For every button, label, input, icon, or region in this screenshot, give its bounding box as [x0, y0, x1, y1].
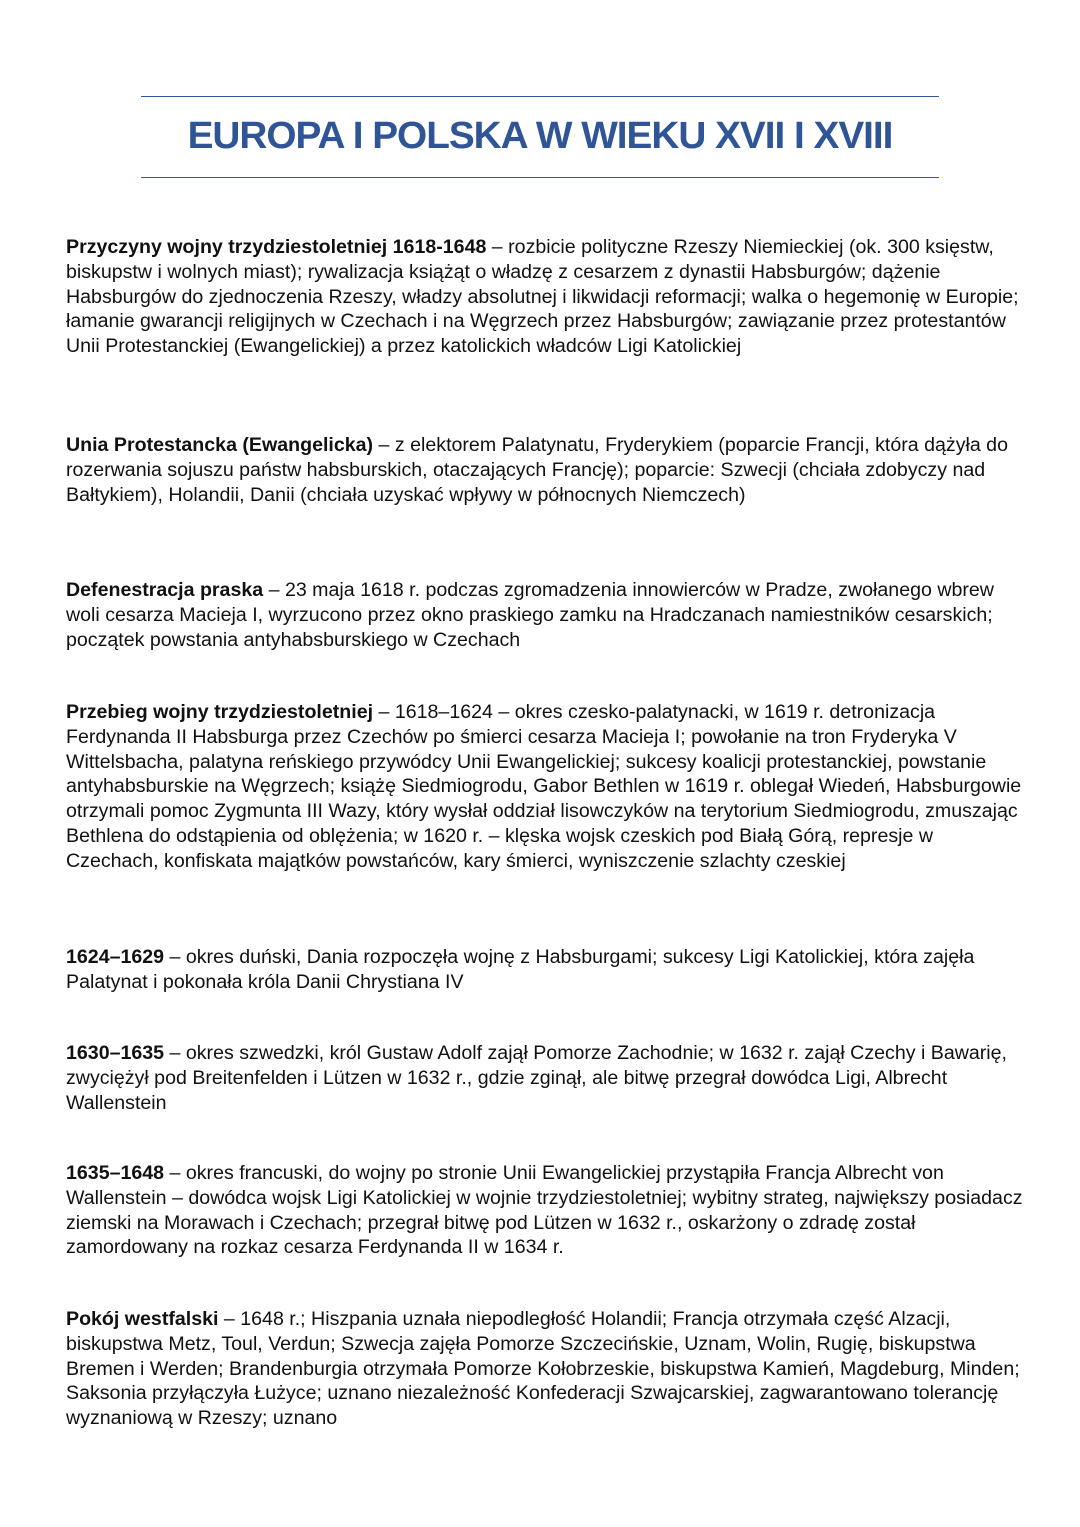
- paragraph-term: 1630–1635: [66, 1042, 165, 1064]
- paragraph-text: – okres szwedzki, król Gustaw Adolf zajął Pomorze Zachodnie; w 1632 r. zajął Czechy i Bawarię, zwyciężył pod Breitenfelden i Lützen w 1632 r., gdzie zginął, ale bitwę przegrał dowódca Ligi, Albrecht Wallenstein: [66, 1042, 1007, 1114]
- paragraph-text: – z elektorem Palatynatu, Fryderykiem (poparcie Francji, która dążyła do rozerwania sojuszu państw habsburskich, otaczających Francję); poparcie: Szwecji (chciała zdobyczy nad Bałtykiem), Holandii, Danii (chciała uzyskać wpływy w północnych Niemczech): [66, 434, 1008, 506]
- paragraph-term: Pokój westfalski: [66, 1308, 219, 1330]
- paragraph-text: – rozbicie polityczne Rzeszy Niemieckiej (ok. 300 księstw, biskupstw i wolnych miast); rywalizacja książąt o władzę z cesarzem z dynastii Habsburgów; dążenie Habsburgów do zjednoczenia Rzeszy, władzy absolutnej i likwidacji reformacji; walka o hegemonię w Europie; łamanie gwarancji religijnych w Czechach i na Węgrzech przez Habsburgów; zawiązanie przez protestantów Unii Protestanckiej (Ewangelickiej) a przez katolickich władców Ligi Katolickiej: [66, 236, 1019, 358]
- title-top-rule: [141, 96, 939, 97]
- paragraph-swedish-period: [66, 1041, 1026, 1115]
- paragraph-text: – 1648 r.; Hiszpania uznała niepodległość Holandii; Francja otrzymała część Alzacji, biskupstwa Metz, Toul, Verdun; Szwecja zajęła Pomorze Szczecińskie, Uznam, Wolin, Rugię, biskupstwa Bremen i Werden; Brandenburgia otrzymała Pomorze Kołobrzeskie, biskupstwa Kamień, Magdeburg, Minden; Saksonia przyłączyła Łużyce; uznano niezależność Konfederacji Szwajcarskiej, zagwarantowano tolerancję wyznaniową w Rzeszy; uznano: [66, 1308, 1020, 1430]
- paragraph-term: Unia Protestancka (Ewangelicka): [66, 434, 374, 456]
- paragraph-term: Defenestracja praska: [66, 579, 264, 601]
- paragraph-course-of-war: [66, 700, 1026, 874]
- paragraph-term: 1635–1648: [66, 1162, 165, 1184]
- paragraph-term: 1624–1629: [66, 946, 165, 968]
- paragraph-danish-period: [66, 945, 1026, 995]
- page-title: EUROPA I POLSKA W WIEKU XVII I XVIII: [187, 115, 893, 157]
- paragraph-text: – okres francuski, do wojny po stronie Unii Ewangelickiej przystąpiła Francja Albrecht von Wallenstein – dowódca wojsk Ligi Katolickiej w wojnie trzydziestoletniej; wybitny strateg, największy posiadacz ziemski na Morawach i Czechach; przegrał bitwę pod Lützen w 1632 r., oskarżony o zdradę został zamordowany na rozkaz cesarza Ferdynanda II w 1634 r.: [66, 1162, 1023, 1259]
- paragraph-text: – 23 maja 1618 r. podczas zgromadzenia innowierców w Pradze, zwołanego wbrew woli cesarza Macieja I, wyrzucono przez okno praskiego zamku na Hradczanach namiestników cesarskich; początek powstania antyhabsburskiego w Czechach: [66, 579, 994, 651]
- paragraph-causes: [66, 235, 1026, 359]
- paragraph-protestant-union: [66, 433, 1026, 507]
- paragraph-text: – 1618–1624 – okres czesko-palatynacki, w 1619 r. detronizacja Ferdynanda II Habsburga przez Czechów po śmierci cesarza Macieja I; powołanie na tron Fryderyka V Wittelsbacha, palatyna reńskiego przywódcy Unii Ewangelickiej; sukcesy koalicji protestanckiej, powstanie antyhabsburskie na Węgrzech; książę Siedmiogrodu, Gabor Bethlen w 1619 r. oblegał Wiedeń, Habsburgowie otrzymali pomoc Zygmunta III Wazy, który wysłał oddział lisowczyków na terytorium Siedmiogrodu, zmuszając Bethlena do odstąpienia od oblężenia; w 1620 r. – klęska wojsk czeskich pod Białą Górą, represje w Czechach, konfiskata majątków powstańców, kary śmierci, wyniszczenie szlachty czeskiej: [66, 701, 1022, 872]
- paragraph-text: – okres duński, Dania rozpoczęła wojnę z Habsburgami; sukcesy Ligi Katolickiej, która zajęła Palatynat i pokonała króla Danii Chrystiana IV: [66, 946, 975, 993]
- paragraph-french-period: [66, 1161, 1026, 1260]
- paragraph-term: Przebieg wojny trzydziestoletniej: [66, 701, 374, 723]
- paragraph-defenestration: [66, 578, 1026, 652]
- paragraph-term: Przyczyny wojny trzydziestoletniej 1618-1648: [66, 236, 487, 258]
- paragraph-peace-of-westphalia: [66, 1307, 1026, 1431]
- title-bottom-rule: [141, 177, 939, 178]
